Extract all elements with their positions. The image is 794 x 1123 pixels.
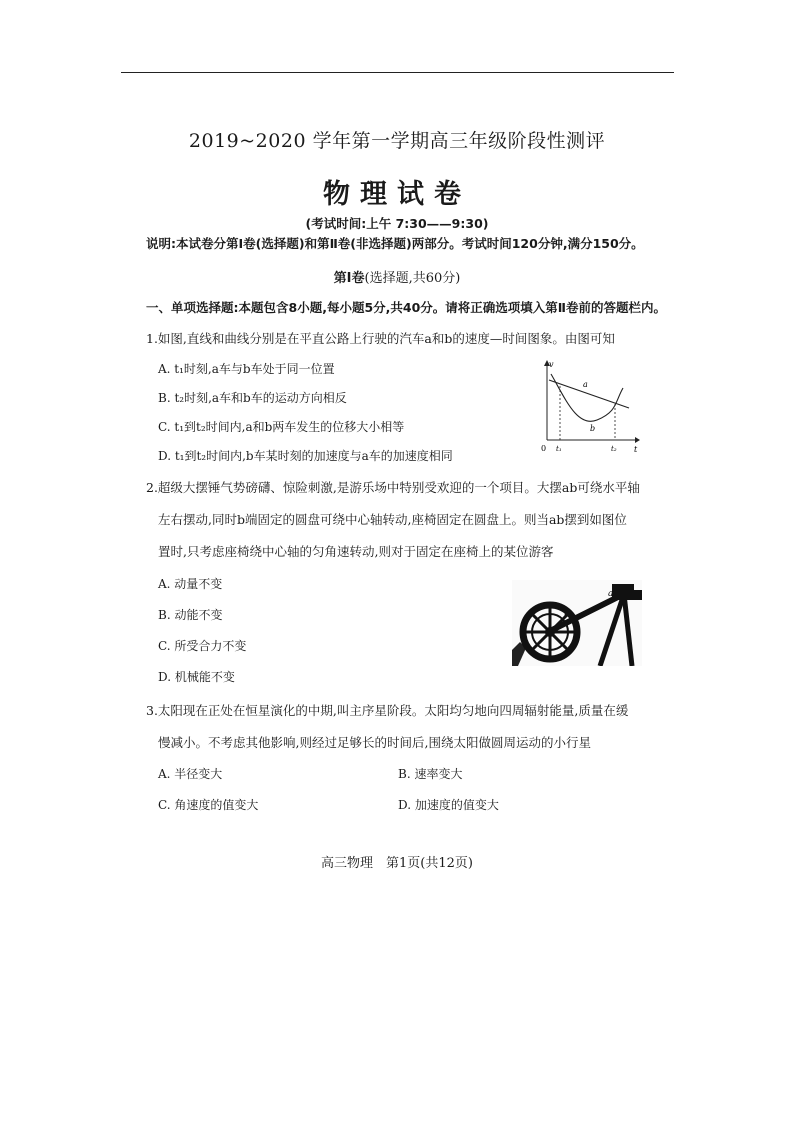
exam-title: 2019~2020 学年第一学期高三年级阶段性测评: [188, 130, 606, 152]
q1-option-a: A. t₁时刻,a车与b车处于同一位置: [158, 362, 335, 376]
q2-option-d: D. 机械能不变: [158, 670, 235, 684]
t1-label: t₁: [556, 445, 562, 453]
q3-line-1: 3.太阳现在正处在恒星演化的中期,叫主序星阶段。太阳均匀地向四周辐射能量,质量在缓: [146, 703, 629, 718]
q2-option-c: C. 所受合力不变: [158, 639, 247, 653]
line-a: [549, 380, 629, 408]
a-label: a: [583, 380, 588, 389]
q3-option-b: B. 速率变大: [398, 767, 463, 781]
t-arrow-icon: [635, 437, 640, 443]
section-heading: 一、单项选择题:本题包含8小题,每小题5分,共40分。请将正确选项填入第Ⅱ卷前的答题栏内。: [146, 300, 667, 315]
q3-option-a: A. 半径变大: [158, 767, 223, 781]
v-label: v: [549, 360, 554, 369]
top-rule: [121, 72, 674, 73]
q1-option-b: B. t₂时刻,a车和b车的运动方向相反: [158, 391, 347, 405]
origin-label: 0: [541, 444, 547, 453]
q1-stem: 1.如图,直线和曲线分别是在平直公路上行驶的汽车a和b的速度—时间图象。由图可知: [146, 331, 615, 346]
b-label: b: [590, 424, 596, 433]
q2-option-a: A. 动量不变: [158, 577, 223, 591]
part-detail: (选择题,共60分): [364, 271, 461, 286]
page-footer: 高三物理 第1页(共12页): [321, 856, 473, 871]
q2-line-2: 左右摆动,同时b端固定的圆盘可绕中心轴转动,座椅固定在圆盘上。则当ab摆到如图位: [158, 512, 627, 527]
q2-option-b: B. 动能不变: [158, 608, 223, 622]
q2-line-3: 置时,只考虑座椅绕中心轴的匀角速转动,则对于固定在座椅上的某位游客: [158, 544, 554, 559]
photo-b-label: b: [564, 609, 570, 619]
q1-option-d: D. t₁到t₂时间内,b车某时刻的加速度与a车的加速度相同: [158, 449, 453, 463]
part-label: 第Ⅰ卷: [333, 271, 365, 286]
t-label: t: [634, 445, 638, 454]
vt-graph: [535, 358, 640, 454]
q3-option-d: D. 加速度的值变大: [398, 798, 499, 812]
q1-option-c: C. t₁到t₂时间内,a和b两车发生的位移大小相等: [158, 420, 405, 434]
exam-note: 说明:本试卷分第Ⅰ卷(选择题)和第Ⅱ卷(非选择题)两部分。考试时间120分钟,满分150分。: [146, 236, 644, 251]
part-heading: [0, 267, 794, 286]
subject-title: 物理试卷: [323, 179, 471, 210]
q2-line-1: 2.超级大摆锤气势磅礴、惊险刺激,是游乐场中特别受欢迎的一个项目。大摆ab可绕水平轴: [146, 480, 640, 495]
pendulum-ride-photo: [512, 580, 642, 666]
pivot-housing: [612, 584, 634, 600]
q3-option-c: C. 角速度的值变大: [158, 798, 259, 812]
photo-a-label: a: [608, 589, 614, 599]
t2-label: t₂: [611, 445, 617, 453]
pivot-cap: [634, 590, 642, 600]
exam-time: (考试时间:上午 7:30——9:30): [305, 216, 489, 231]
q3-line-2: 慢减小。不考虑其他影响,则经过足够长的时间后,围绕太阳做圆周运动的小行星: [158, 735, 591, 750]
